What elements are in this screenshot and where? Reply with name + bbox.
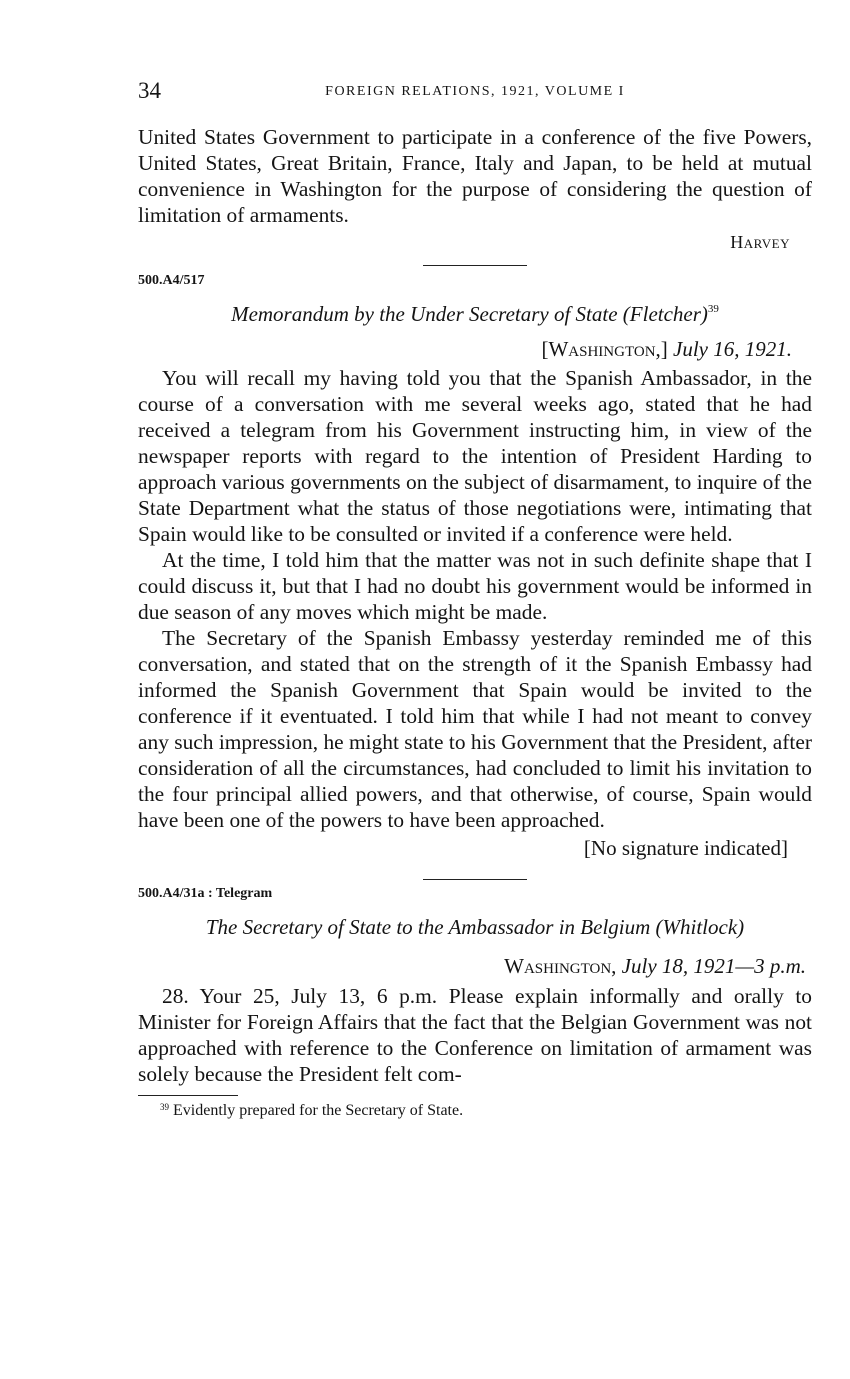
section-divider: [423, 265, 527, 266]
doc2-title: The Secretary of State to the Ambassador in Belgium (Whitlock): [205, 915, 745, 939]
doc1-date: July 16, 1921.: [673, 337, 792, 361]
continuation-paragraph: United States Government to participate in a conference of the five Powers, United States, Great Britain, France, Italy and Japan, to be held at mutual convenience in Washington for the purpose of considering the question of limitation of armaments.: [138, 125, 812, 227]
doc2-file-id: 500.A4/31a : Telegram: [138, 886, 273, 901]
doc1-no-signature: [No signature indicated]: [583, 836, 788, 860]
document-page: [138, 78, 812, 1120]
footnote-divider: [138, 1095, 238, 1096]
page-number: 34: [138, 78, 161, 103]
doc1-title-text: Memorandum by the Under Secretary of State (Fletcher): [231, 302, 708, 326]
signature-harvey: Harvey: [730, 232, 790, 252]
doc1-dateline: [138, 337, 812, 362]
doc1-paragraph-1: You will recall my having told you that the Spanish Ambassador, in the course of a conversation with me several weeks ago, stated that he had received a telegram from his Government instructing him, in view of the newspaper reports with regard to the intention of President Harding to approach various governments on the subject of disarmament, to inquire of the State Department what the status of those negotiations were, intimating that Spain would like to be consulted or invited if a conference were held.: [138, 366, 812, 546]
doc1-paragraph-3: The Secretary of the Spanish Embassy yesterday reminded me of this conversation, and stated that on the strength of it the Spanish Embassy had informed the Spanish Government that Spain would be invited to the conference if it eventuated. I told him that while I had not meant to convey any such impression, he might state to his Government that the President, after consideration of all the circumstances, had concluded to limit his invitation to the four principal allied powers, and that otherwise, of course, Spain would have been one of the powers to have been approached.: [138, 626, 812, 832]
footnote-text: Evidently prepared for the Secretary of State.: [173, 1102, 464, 1119]
running-head: FOREIGN RELATIONS, 1921, VOLUME I: [325, 84, 625, 99]
section-divider: [423, 879, 527, 880]
page-header: [138, 78, 812, 112]
footnote-marker: 39: [160, 1102, 169, 1112]
doc2-date-place: Washington,: [504, 954, 617, 978]
doc2-paragraph-1: 28. Your 25, July 13, 6 p.m. Please explain informally and orally to Minister for Foreign Affairs that the fact that the Belgian Government was not approached with reference to the Conference on limitation of armament was solely because the President felt com-: [138, 984, 812, 1086]
doc1-paragraph-2: At the time, I told him that the matter was not in such definite shape that I could discuss it, but that I had no doubt his government would be informed in due season of any moves which might be made.: [138, 548, 812, 624]
doc1-file-id: 500.A4/517: [138, 273, 205, 288]
doc2-date: July 18, 1921—3 p.m.: [621, 954, 806, 978]
doc2-dateline: [138, 954, 812, 979]
footnote-39: [138, 1102, 812, 1120]
doc1-date-place: [Washington,]: [541, 337, 668, 361]
doc1-footnote-ref: 39: [707, 303, 719, 315]
doc1-title: [138, 302, 812, 327]
